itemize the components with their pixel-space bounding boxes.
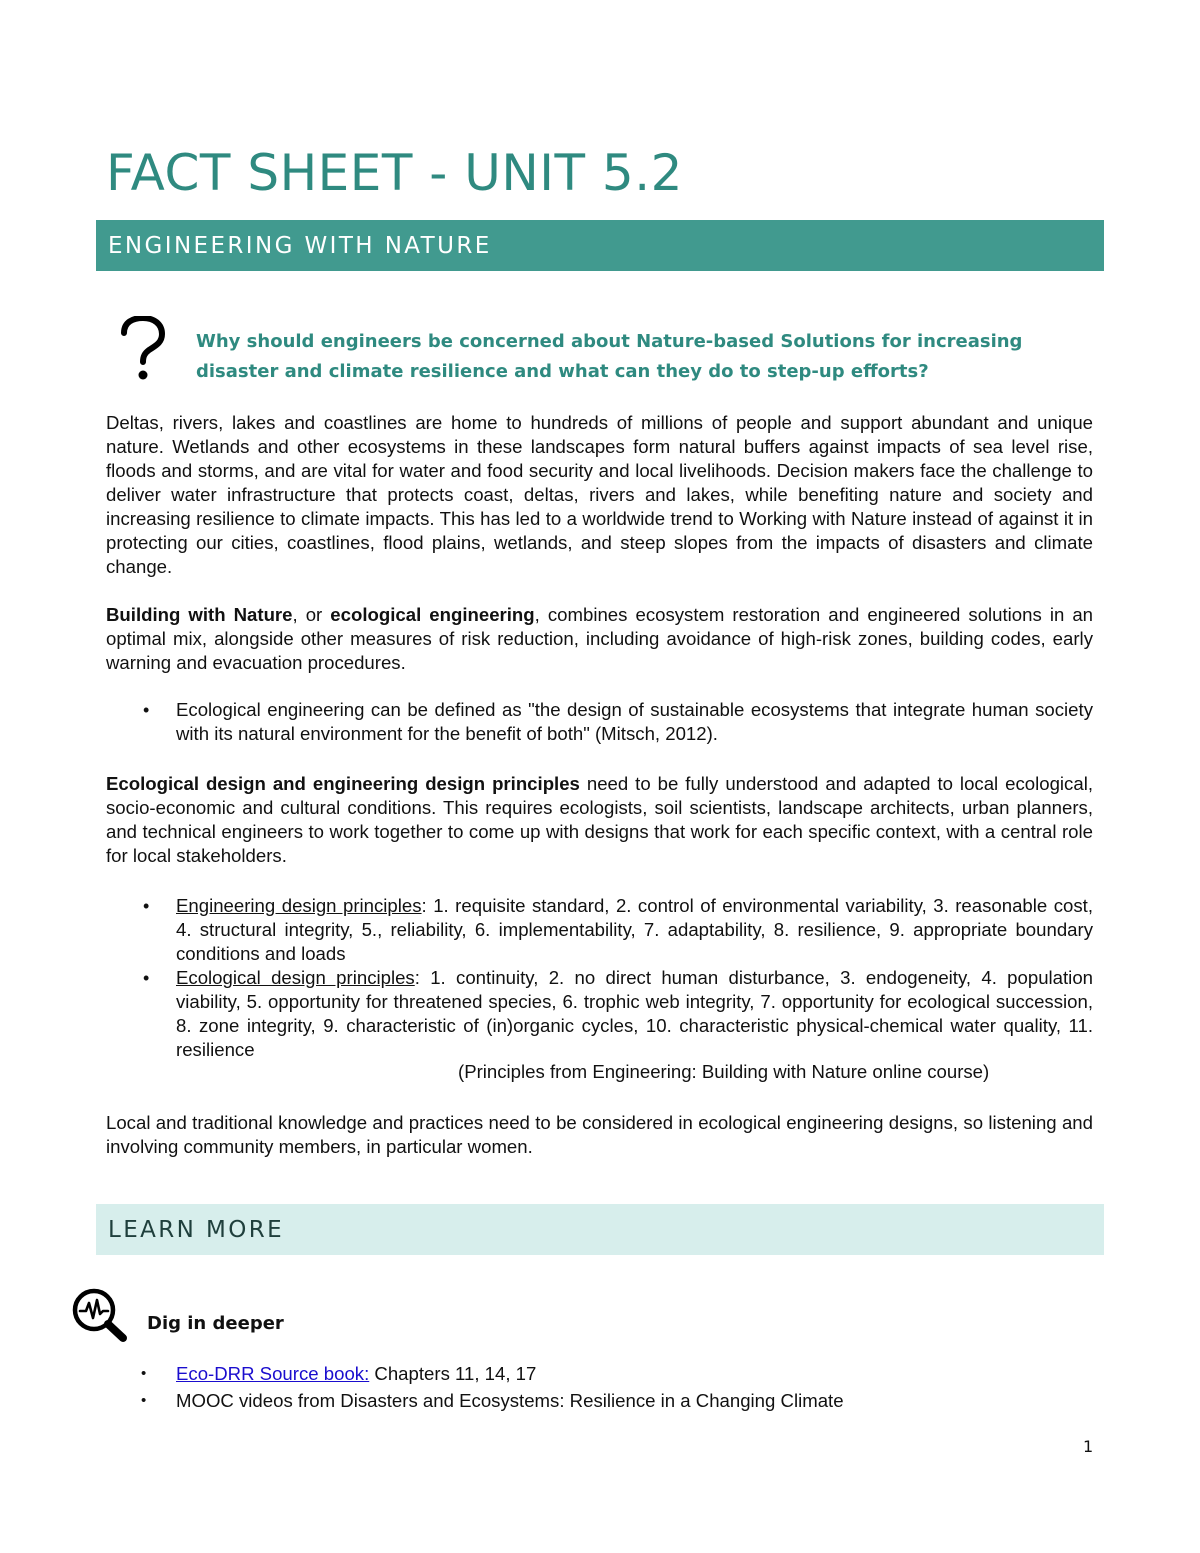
section-header-text: ENGINEERING WITH NATURE bbox=[108, 232, 492, 259]
section-header-text: LEARN MORE bbox=[108, 1216, 285, 1243]
intro-paragraph: Deltas, rivers, lakes and coastlines are home to hundreds of millions of people and support abundant and unique nature. Wetlands and other ecosystems in these landscapes form natural buffers against impacts of sea level rise, floods and storms, and are vital for water and food security and local livelihoods. Decision makers face the challenge to deliver water infrastructure that protects coast, deltas, rivers and lakes, while benefiting nature and society and increasing resilience to climate impacts. This has led to a worldwide trend to Working with Nature instead of against it in protecting our cities, coastlines, flood plains, wetlands, and steep slopes from the impacts of disasters and climate change. bbox=[106, 412, 1093, 577]
learn-more-list bbox=[106, 1360, 1093, 1414]
bullet-dot: • bbox=[141, 1365, 147, 1382]
bullet-dot: • bbox=[141, 1392, 147, 1409]
ecological-principles-label: Ecological design principles bbox=[176, 967, 415, 988]
ecological-principles-text: : 1. continuity, 2. no direct human disturbance, 3. endogeneity, 4. population viability, 5. opportunity for threatened species, 6. trophic web integrity, 7. opportunity for ecological succession, 8. zone integrity, 9. characteristic of (in)organic cycles, 10. characteristic physical-chemical water quality, 11. resilience bbox=[176, 967, 1093, 1060]
mooc-videos-text: MOOC videos from Disasters and Ecosystems: Resilience in a Changing Climate bbox=[176, 1390, 844, 1411]
bullet-dot: • bbox=[143, 896, 150, 916]
term-connector: , or bbox=[292, 604, 331, 625]
term-building-with-nature: Building with Nature bbox=[106, 604, 293, 625]
list-item bbox=[106, 698, 1093, 746]
list-item bbox=[106, 1387, 1093, 1414]
engineering-principles-text: : 1. requisite standard, 2. control of environmental variability, 3. reasonable cost, 4. structural integrity, 5., reliability, 6. implementability, 7. adaptability, 8. resilience, 9. appropriate boundary conditions and loads bbox=[176, 895, 1093, 964]
magnifier-pulse-icon bbox=[68, 1286, 130, 1344]
definition-text: Ecological engineering can be defined as "the design of sustainable ecosystems that integrate human society with its natural environment for the benefit of both" (Mitsch, 2012). bbox=[176, 699, 1093, 744]
bwn-paragraph-rest: , combines ecosystem restoration and engineered solutions in an optimal mix, alongside other measures of risk reduction, including avoidance of high-risk zones, building codes, early warning and evacuation procedures. bbox=[106, 604, 1094, 673]
term-design-principles: Ecological design and engineering design principles bbox=[106, 773, 580, 794]
list-item bbox=[106, 966, 1093, 1062]
definition-list bbox=[106, 698, 1093, 746]
principles-credit: (Principles from Engineering: Building with Nature online course) bbox=[458, 1061, 990, 1082]
engineering-principles-label: Engineering design principles bbox=[176, 895, 422, 916]
key-question: Why should engineers be concerned about Nature-based Solutions for increasing disaster and climate resilience and what can they do to step-up efforts? bbox=[196, 331, 1023, 382]
local-knowledge-paragraph: Local and traditional knowledge and practices need to be considered in ecological engineering designs, so listening and involving community members, in particular women. bbox=[106, 1112, 1093, 1157]
term-ecological-engineering: ecological engineering bbox=[330, 604, 535, 625]
dig-in-deeper-title: Dig in deeper bbox=[147, 1313, 284, 1334]
principles-list bbox=[106, 894, 1093, 1062]
bullet-dot: • bbox=[143, 968, 150, 988]
page-title: FACT SHEET - UNIT 5.2 bbox=[106, 144, 683, 202]
section-header-engineering-with-nature bbox=[96, 220, 1104, 271]
section-header-learn-more bbox=[96, 1204, 1104, 1255]
bullet-dot: • bbox=[143, 700, 150, 720]
page-number: 1 bbox=[1083, 1437, 1094, 1456]
question-mark-icon bbox=[116, 316, 170, 382]
design-principles-paragraph bbox=[106, 772, 1093, 868]
eco-drr-source-book-link[interactable]: Eco-DRR Source book: bbox=[176, 1363, 370, 1384]
design-paragraph-rest: need to be fully understood and adapted to local ecological, socio-economic and cultural conditions. This requires ecologists, soil scientists, landscape architects, urban planners, and technical engineers to work together to come up with designs that work for each specific context, with a central role for local stakeholders. bbox=[106, 773, 1093, 866]
chapters-text: Chapters 11, 14, 17 bbox=[369, 1363, 537, 1384]
building-with-nature-paragraph bbox=[106, 603, 1093, 675]
list-item bbox=[106, 1360, 1093, 1387]
list-item bbox=[106, 894, 1093, 966]
